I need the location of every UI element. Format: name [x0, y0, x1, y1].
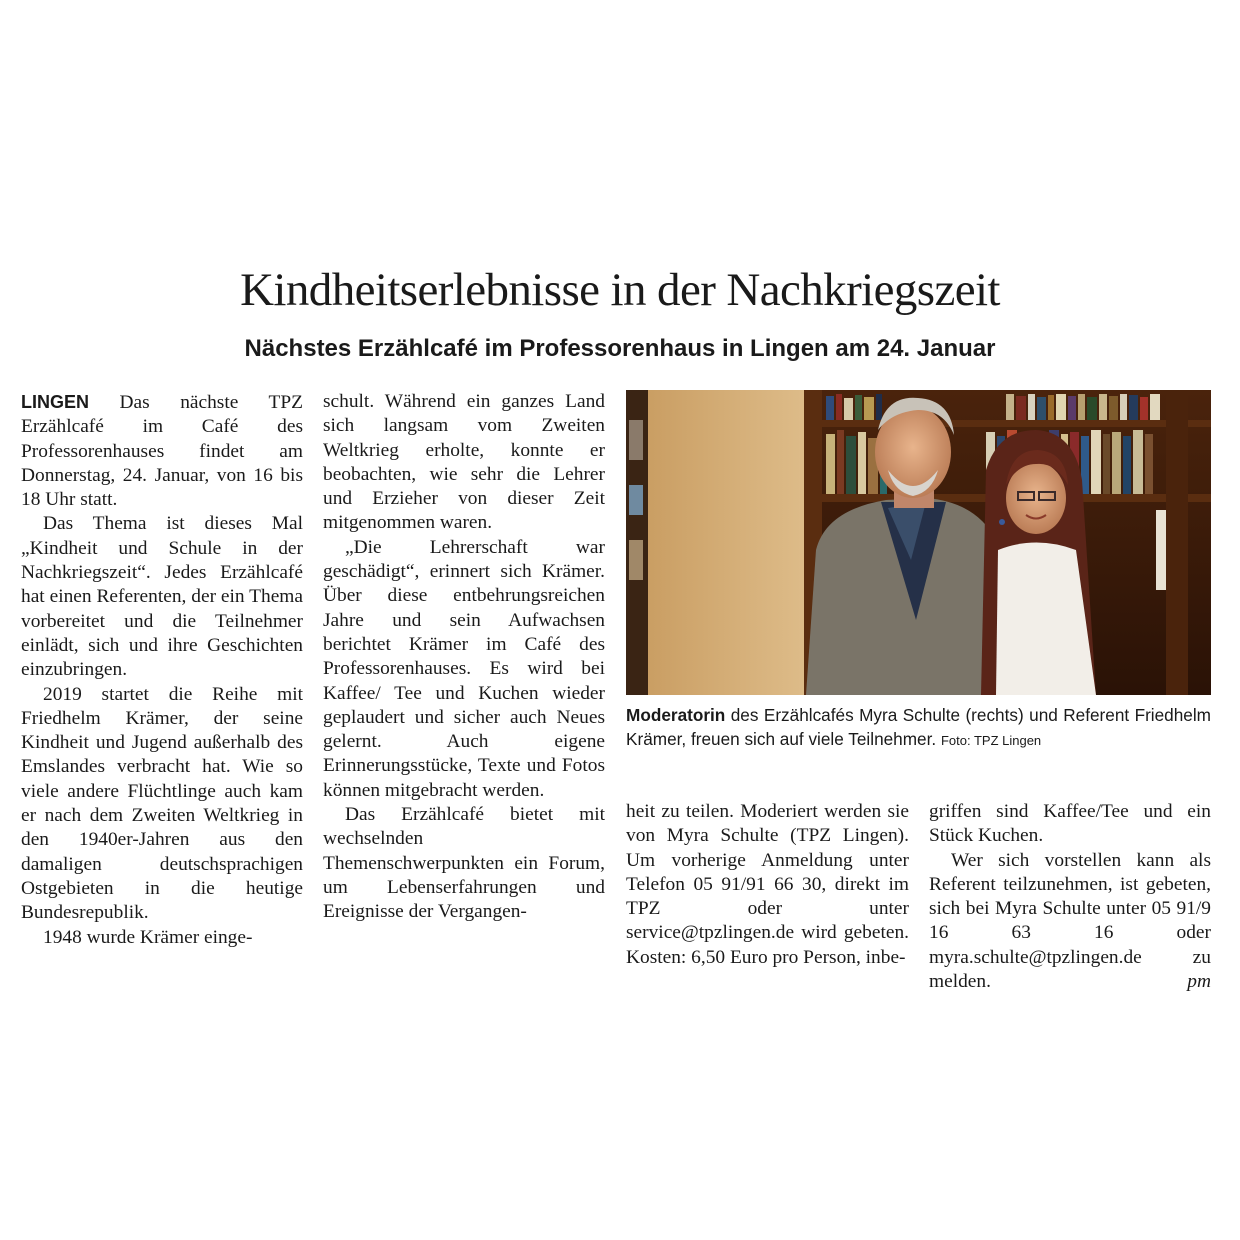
paragraph: 1948 wurde Krämer einge- [43, 926, 253, 948]
paragraph: „Die Lehrerschaft war geschädigt“, erinnert sich Krämer. Über diese entbehrungsreichen Jahre und sein Aufwachsen berichtet Krämer im Café des Professorenhauses. Es wird bei Kaffee/ Tee und Kuchen wieder geplaudert und sicher auch Neues gelernt. Auch eigene Erinnerungsstücke, Texte und Fotos können mitgebracht werden. [323, 536, 605, 801]
dateline: LINGEN [21, 392, 90, 412]
paragraph: 2019 startet die Reihe mit Friedhelm Krämer, der seine Kindheit und Jugend außerhalb des Emslandes verbracht hat. Wie so viele andere Flüchtlinge auch kam er nach dem Zweiten Weltkrieg in den 1940er-Jahren aus den damaligen deutschsprachigen Ostgebieten in die heutige Bundesrepublik. [21, 683, 303, 924]
article-column-1 [21, 390, 303, 950]
photo-illustration [626, 390, 1211, 695]
paragraph: heit zu teilen. Moderiert werden sie von Myra Schulte (TPZ Lingen). Um vorherige Anmeldung unter Telefon 05 91/91 66 30, direkt im TPZ oder unter service@tpzlingen.de wird gebeten. Kosten: 6,50 Euro pro Person, inbe- [626, 801, 909, 968]
paragraph: griffen sind Kaffee/Tee und ein Stück Kuchen. [929, 801, 1211, 847]
subheadline: Nächstes Erzählcafé im Professorenhaus in Lingen am 24. Januar [244, 335, 996, 362]
photo-caption [626, 703, 1211, 753]
article-column-3 [626, 800, 909, 970]
author-initials: pm [1187, 971, 1211, 993]
photo-credit: Foto: TPZ Lingen [940, 733, 1042, 748]
paragraph: Das Erzählcafé bietet mit wechselnden Themenschwerpunkten ein Forum, um Lebenserfahrungen und Ereignisse der Vergangen- [323, 804, 605, 923]
article-photo [626, 390, 1211, 695]
caption-lead: Moderatorin [626, 705, 726, 725]
paragraph-text: Wer sich vorstellen kann als Referent teilzunehmen, ist gebeten, sich bei Myra Schulte unter 05 91/9 16 63 16 oder myra.schulte@tpzlingen.de zu melden. [929, 849, 1211, 993]
article-column-2 [323, 390, 605, 925]
caption-text: des Erzählcafés Myra Schulte (rechts) und Referent Friedhelm Krämer, freuen sich auf viele Teilnehmer. [626, 705, 1211, 749]
paragraph [21, 390, 303, 512]
article-column-4 [929, 800, 1211, 994]
paragraph: schult. Während ein ganzes Land sich langsam vom Zweiten Weltkrieg erholte, konnte er beobachten, wie sehr die Lehrer und Erzieher von dieser Zeit mitgenommen waren. [323, 391, 605, 534]
headline: Kindheitserlebnisse in der Nachkriegszeit [240, 264, 1000, 316]
paragraph [929, 849, 1211, 995]
paragraph-text: Das nächste TPZ Erzählcafé im Café des Professorenhauses findet am Donnerstag, 24. Januar, von 16 bis 18 Uhr statt. [21, 392, 303, 511]
paragraph: Das Thema ist dieses Mal „Kindheit und Schule in der Nachkriegszeit“. Jedes Erzählcafé hat einen Referenten, der ein Thema vorbereitet und die Teilnehmer einlädt, sich und ihre Geschichten einzubringen. [21, 513, 303, 681]
